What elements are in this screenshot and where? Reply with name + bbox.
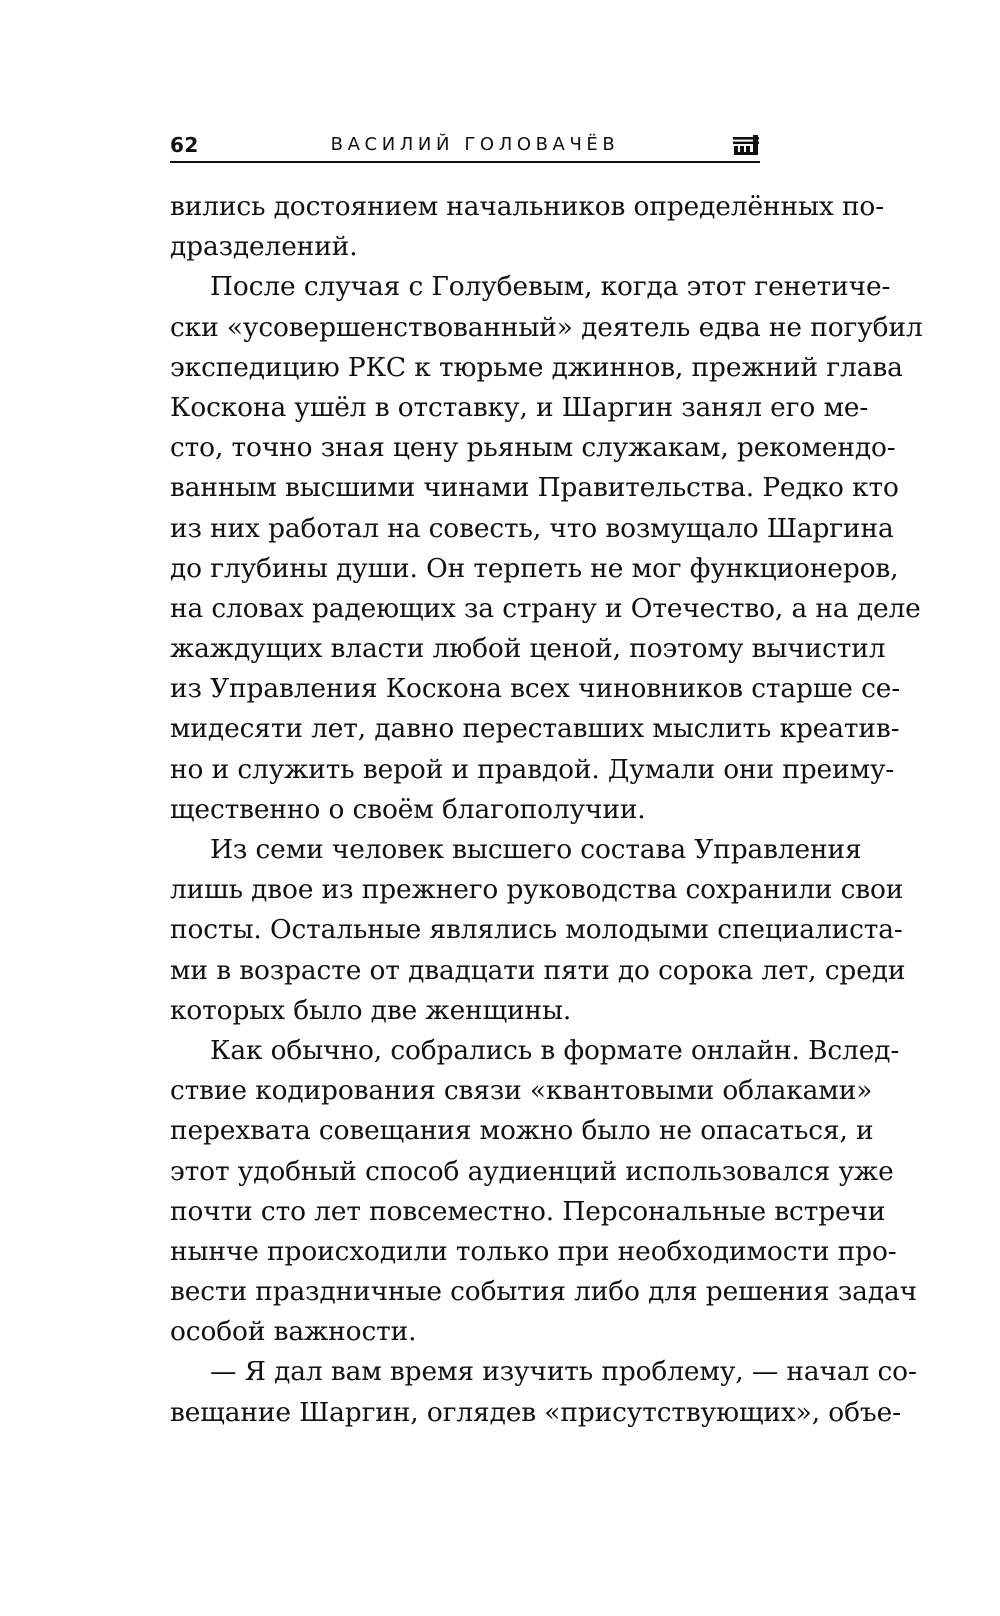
text-line: щественно о своём благополучии. <box>170 793 646 825</box>
text-line: жаждущих власти любой ценой, поэтому вычистил <box>170 633 886 665</box>
running-header <box>170 131 760 163</box>
text-line: особой важности. <box>170 1316 417 1348</box>
text-line: лишь двое из прежнего руководства сохранили свои <box>170 874 904 906</box>
text-line: Из семи человек высшего состава Управления <box>210 834 862 865</box>
publisher-logo-icon <box>732 134 760 156</box>
text-line: дразделений. <box>170 231 358 263</box>
text-line: на словах радеющих за страну и Отечество, а на деле <box>170 592 921 624</box>
text-line: ми в возрасте от двадцати пяти до сорока лет, среди <box>170 954 906 986</box>
paragraph-4 <box>170 1031 917 1353</box>
text-line: После случая с Голубевым, когда этот генетиче- <box>210 271 891 303</box>
author-name: ВАСИЛИЙ ГОЛОВАЧЁВ <box>330 134 620 155</box>
text-line: ствие кодирования связи «квантовыми облаками» <box>170 1075 873 1107</box>
text-line: перехвата совещания можно было не опасаться, и <box>170 1115 874 1147</box>
text-line: почти сто лет повсеместно. Персональные встречи <box>170 1195 886 1227</box>
text-line: вещание Шаргин, оглядев «присутствующих», объе- <box>170 1396 901 1428</box>
paragraph-1 <box>170 187 885 267</box>
text-line: — Я дал вам время изучить проблему, — начал со- <box>210 1356 917 1388</box>
text-line: этот удобный способ аудиенций использовался уже <box>170 1155 894 1187</box>
page-number: 62 <box>170 133 199 157</box>
text-line: посты. Остальные являлись молодыми специалиста- <box>170 914 903 946</box>
text-line: вести праздничные события либо для решения задач <box>170 1276 917 1308</box>
text-line: экспедицию РКС к тюрьме джиннов, прежний глава <box>170 351 903 383</box>
paragraph-5 <box>170 1352 917 1432</box>
text-line: Коскона ушёл в отставку, и Шаргин занял его ме- <box>170 391 869 423</box>
paragraph-3 <box>170 830 906 1031</box>
text-line: сто, точно зная цену рьяным служакам, рекомендо- <box>170 432 896 464</box>
body-text <box>170 187 923 1433</box>
text-line: нынче происходили только при необходимости про- <box>170 1235 897 1267</box>
text-line: которых было две женщины. <box>170 994 572 1026</box>
text-line: до глубины души. Он терпеть не мог функционеров, <box>170 552 899 584</box>
text-line: из них работал на совесть, что возмущало Шаргина <box>170 512 894 544</box>
text-line: из Управления Коскона всех чиновников старше се- <box>170 673 901 705</box>
text-line: вились достоянием начальников определённых по- <box>170 191 885 222</box>
paragraph-2 <box>170 267 923 830</box>
text-line: мидесяти лет, давно переставших мыслить креатив- <box>170 713 900 745</box>
text-line: ски «усовершенствованный» деятель едва не погубил <box>170 311 923 343</box>
text-line: но и служить верой и правдой. Думали они преиму- <box>170 753 895 785</box>
text-line: Как обычно, собрались в формате онлайн. Вслед- <box>210 1034 900 1066</box>
text-line: ванным высшими чинами Правительства. Редко кто <box>170 472 899 504</box>
